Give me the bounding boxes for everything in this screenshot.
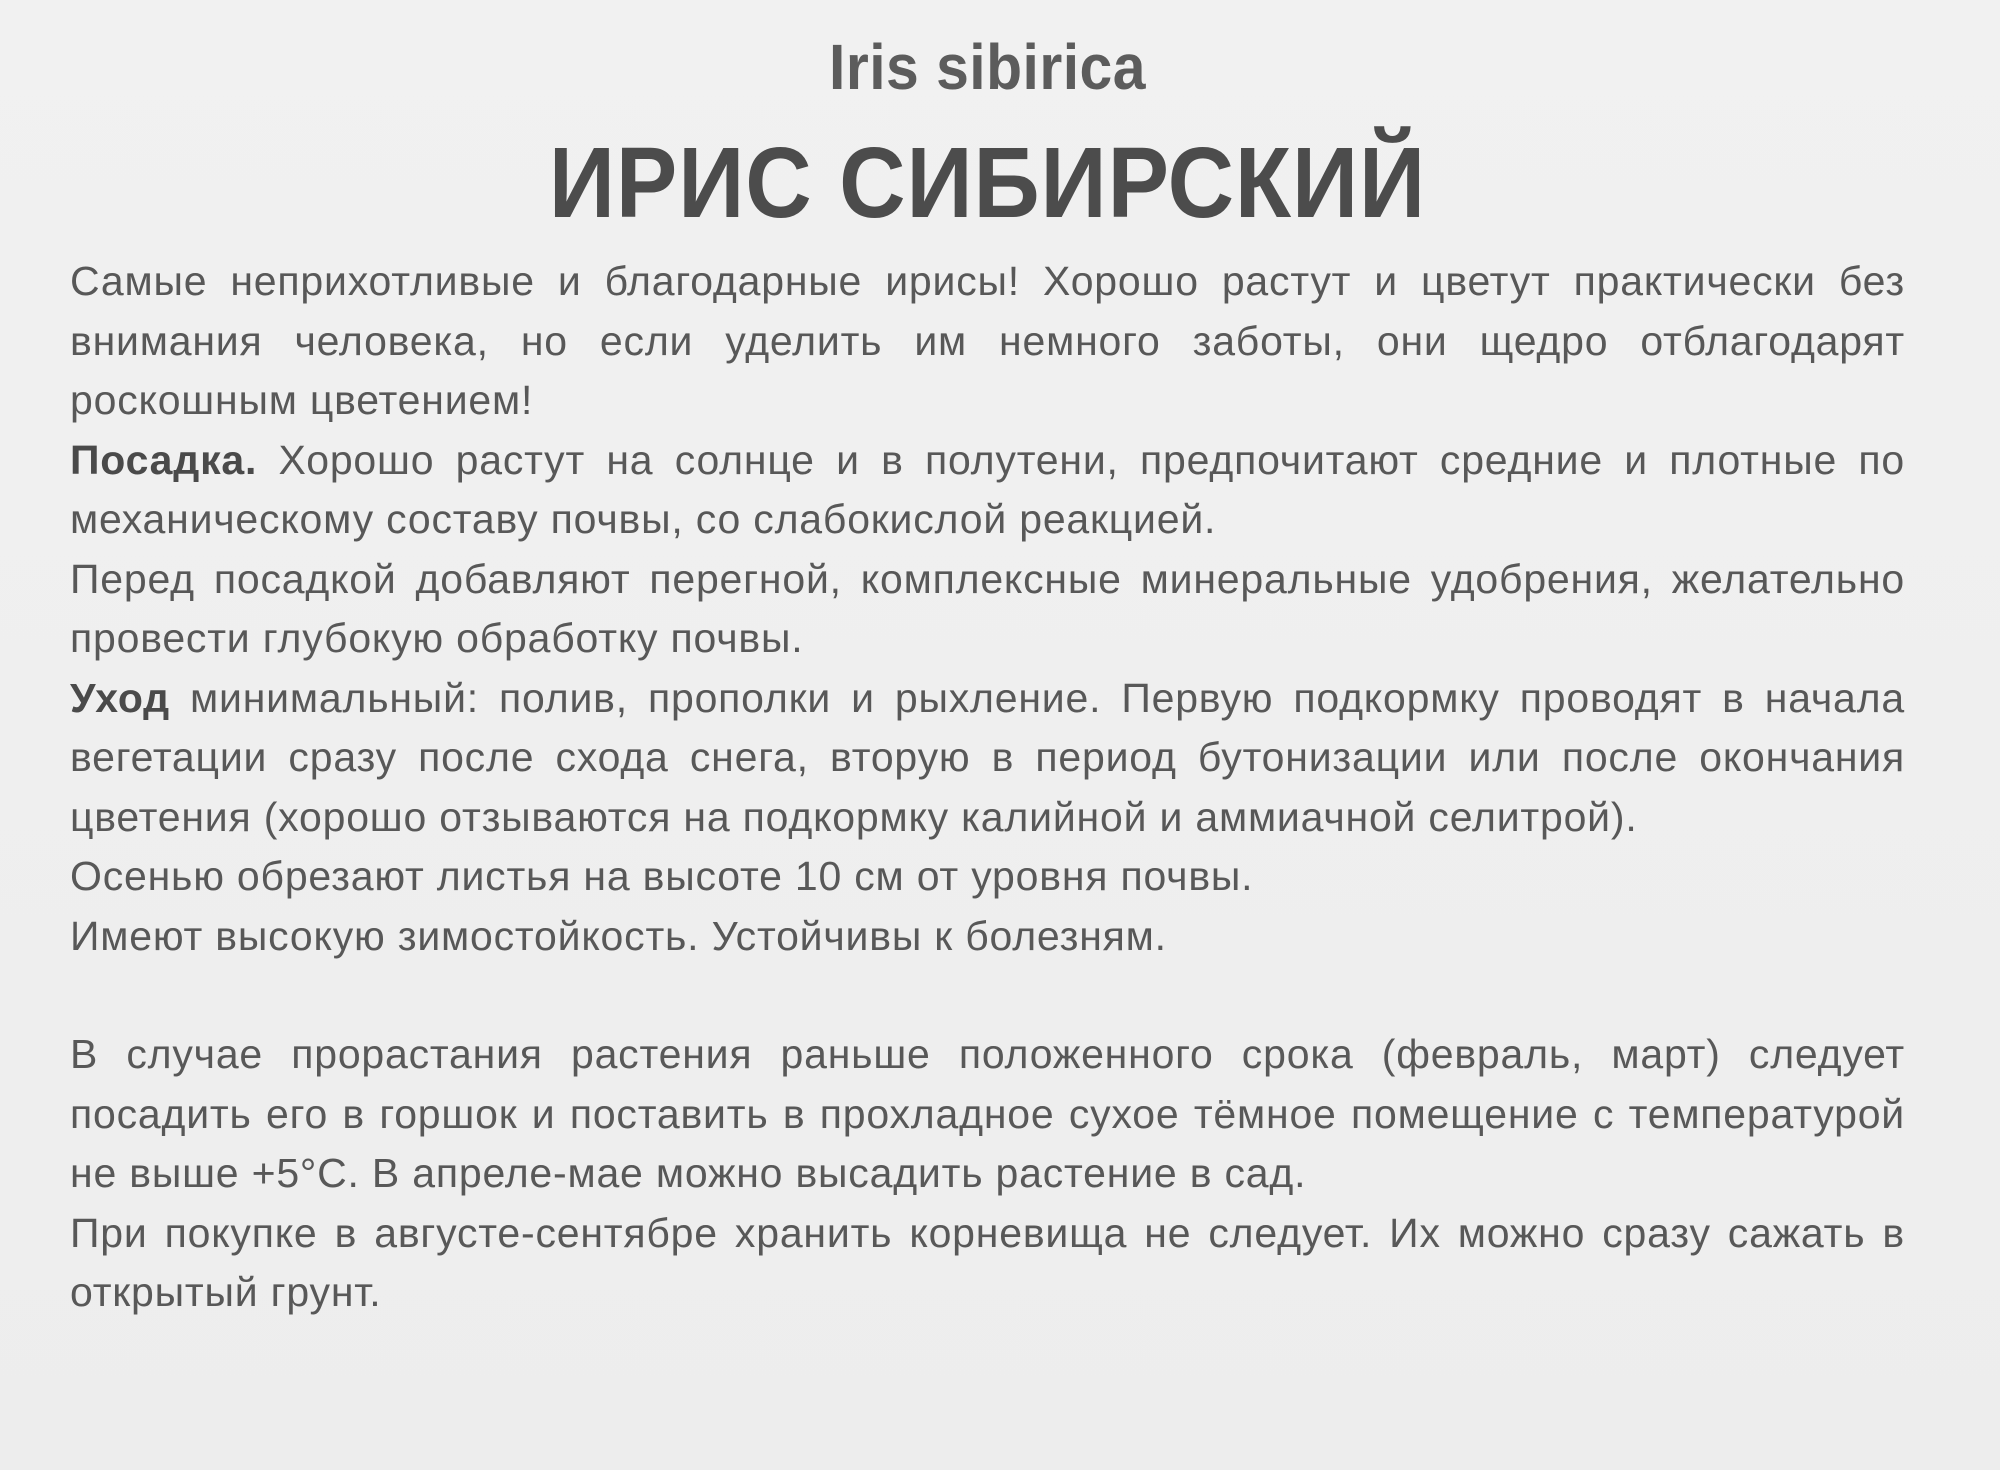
care-label: Уход bbox=[70, 674, 170, 721]
planting-label: Посадка. bbox=[70, 436, 258, 483]
latin-plant-name: Iris sibirica bbox=[829, 31, 1146, 103]
early-sprouting-paragraph: В случае прорастания растения раньше положенного срока (февраль, март) следует посадить его в горшок и поставить в прохладное сухое тёмное помещение с температурой не выше +5°С. В апреле-мае можно высадить растение в сад. bbox=[70, 1031, 1905, 1196]
preparation-paragraph: Перед посадкой добавляют перегной, комплексные минеральные удобрения, желательно провести глубокую обработку почвы. bbox=[70, 555, 1905, 661]
hardiness-paragraph: Имеют высокую зимостойкость. Устойчивы к болезням. bbox=[70, 912, 1167, 959]
paragraph-spacer bbox=[70, 966, 1905, 1025]
care-paragraph bbox=[70, 669, 1905, 848]
intro-paragraph: Самые неприхотливые и благодарные ирисы! Хорошо растут и цветут практически без внимания человека, но если уделить им немного заботы, они щедро отблагодарят роскошным цветением! bbox=[70, 258, 1905, 423]
autumn-paragraph: Осенью обрезают листья на высоте 10 см от уровня почвы. bbox=[70, 853, 1254, 899]
plant-title: ИРИС СИБИРСКИЙ bbox=[548, 127, 1427, 239]
care-instructions bbox=[70, 252, 1905, 1323]
care-text: минимальный: полив, прополки и рыхление. Первую подкормку проводят в начала вегетации сразу после схода снега, вторую в период бутонизации или после окончания цветения (хорошо отзываются на подкормку калийной и аммиачной селитрой). bbox=[70, 674, 1905, 840]
planting-text: Хорошо растут на солнце и в полутени, предпочитают средние и плотные по механическому составу почвы, со слабокислой реакцией. bbox=[70, 436, 1905, 542]
storage-paragraph: При покупке в августе-сентябре хранить корневища не следует. Их можно сразу сажать в открытый грунт. bbox=[70, 1209, 1905, 1315]
planting-paragraph bbox=[70, 431, 1905, 550]
